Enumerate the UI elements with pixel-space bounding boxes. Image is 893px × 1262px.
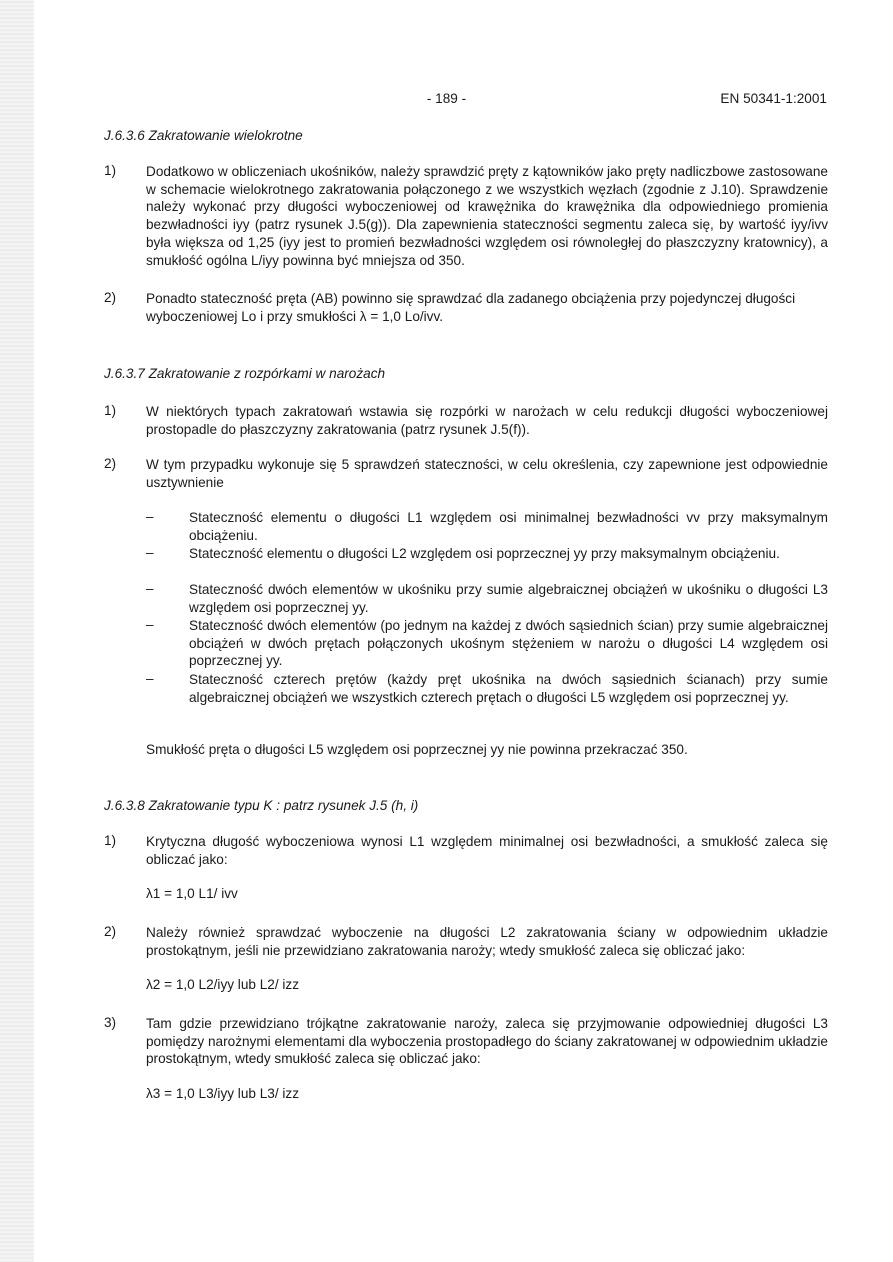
- section-heading: J.6.3.6 Zakratowanie wielokrotne: [104, 128, 303, 143]
- formula-lambda3: λ3 = 1,0 L3/iyy lub L3/ izz: [146, 1086, 300, 1101]
- numbered-item: [104, 290, 828, 325]
- section-heading: J.6.3.7 Zakratowanie z rozpórkami w narożach: [104, 366, 386, 381]
- item-text: W tym przypadku wykonuje się 5 sprawdzeń stateczności, w celu określenia, czy zapewnione jest odpowiednie usztywnienie: [146, 457, 828, 490]
- list-item: Stateczność elementu o długości L1 względem osi minimalnej bezwładności vv przy maksymalnym obciążeniu.: [189, 510, 828, 543]
- item-text: W niektórych typach zakratowań wstawia się rozpórki w narożach w celu redukcji długości wyboczeniowej prostopadle do płaszczyzny zakratowania (patrz rysunek J.5(f)).: [146, 404, 828, 437]
- item-number: 1): [104, 163, 117, 178]
- numbered-item: [104, 456, 828, 491]
- item-number: 2): [104, 290, 117, 305]
- item-text: Tam gdzie przewidziano trójkątne zakratowanie naroży, zaleca się przyjmowanie odpowiedniej długości L3 pomiędzy narożnymi elementami dla wyboczenia prostopadłego do ściany zakratowanej w odpowiednim układzie prostokątnym, wtedy smukłość zaleca się obliczać jako:: [146, 1016, 828, 1067]
- item-text: Ponadto stateczność pręta (AB) powinno się sprawdzać dla zadanego obciążenia przy pojedynczej długości wyboczeniowej Lo i przy smukłości λ = 1,0 Lo/ivv.: [146, 291, 796, 324]
- item-number: 2): [104, 456, 117, 471]
- item-text: Dodatkowo w obliczeniach ukośników, należy sprawdzić pręty z kątowników jako pręty nadliczbowe zastosowane w schemacie wielokrotnego zakratowania połączonego z we wszystkich węzłach (zgodnie z J.10). Sprawdzenie należy wykonać przy długości wyboczeniowej od krawężnika do krawężnika dla odpowiedniego promienia bezwładności iyy (patrz rysunek J.5(g)). Dla zapewnienia stateczności segmentu zaleca się, by wartość iyy/ivv była większa od 1,25 (iyy jest to promień bezwładności względem osi równoległej do płaszczyzny kratownicy), a smukłość ogólna L/iyy powinna być mniejsza od 350.: [146, 164, 828, 268]
- item-number: 3): [104, 1015, 117, 1030]
- list-item: Stateczność dwóch elementów (po jednym na każdej z dwóch sąsiednich ścian) przy sumie algebraicznej obciążeń w dwóch prętach połączonych ukośnym stężeniem w narożu o długości L4 względem osi poprzecznej yy.: [189, 618, 828, 669]
- item-number: 1): [104, 403, 117, 418]
- numbered-item: [104, 163, 828, 269]
- numbered-item: [104, 833, 828, 868]
- list-item: Stateczność czterech prętów (każdy pręt ukośnika na dwóch sąsiednich ścianach) przy sumie algebraicznej obciążeń we wszystkich czterech prętach o długości L5 względem osi poprzecznej yy.: [189, 672, 828, 705]
- numbered-item: [104, 403, 828, 438]
- list-dash: –: [146, 671, 154, 686]
- item-text: Należy również sprawdzać wyboczenie na długości L2 zakratowania ściany w odpowiednim układzie prostokątnym, jeśli nie przewidziano zakratowania naroży; wtedy smukłość zaleca się obliczać jako:: [146, 925, 828, 958]
- formula-lambda2: λ2 = 1,0 L2/iyy lub L2/ izz: [146, 977, 300, 992]
- list-dash: –: [146, 617, 154, 632]
- list-item: Stateczność elementu o długości L2 względem osi poprzecznej yy przy maksymalnym obciążeniu.: [189, 546, 780, 561]
- scan-edge: [0, 0, 34, 1262]
- list-item: Stateczność dwóch elementów w ukośniku przy sumie algebraicznej obciążeń w ukośniku o długości L3 względem osi poprzecznej yy.: [189, 582, 828, 615]
- item-number: 1): [104, 833, 117, 848]
- closing-paragraph: Smukłość pręta o długości L5 względem osi poprzecznej yy nie powinna przekraczać 350.: [146, 742, 688, 757]
- list-dash: –: [146, 509, 154, 524]
- list-dash: –: [146, 581, 154, 596]
- numbered-item: [104, 924, 828, 959]
- standard-code: EN 50341-1:2001: [720, 91, 827, 106]
- page-number: - 189 -: [426, 91, 467, 106]
- section-heading: J.6.3.8 Zakratowanie typu K : patrz rysunek J.5 (h, i): [104, 798, 419, 813]
- list-dash: –: [146, 545, 154, 560]
- formula-lambda1: λ1 = 1,0 L1/ ivv: [146, 886, 238, 901]
- numbered-item: [104, 1015, 828, 1068]
- item-number: 2): [104, 924, 117, 939]
- item-text: Krytyczna długość wyboczeniowa wynosi L1 względem minimalnej osi bezwładności, a smukłość zaleca się obliczać jako:: [146, 834, 828, 867]
